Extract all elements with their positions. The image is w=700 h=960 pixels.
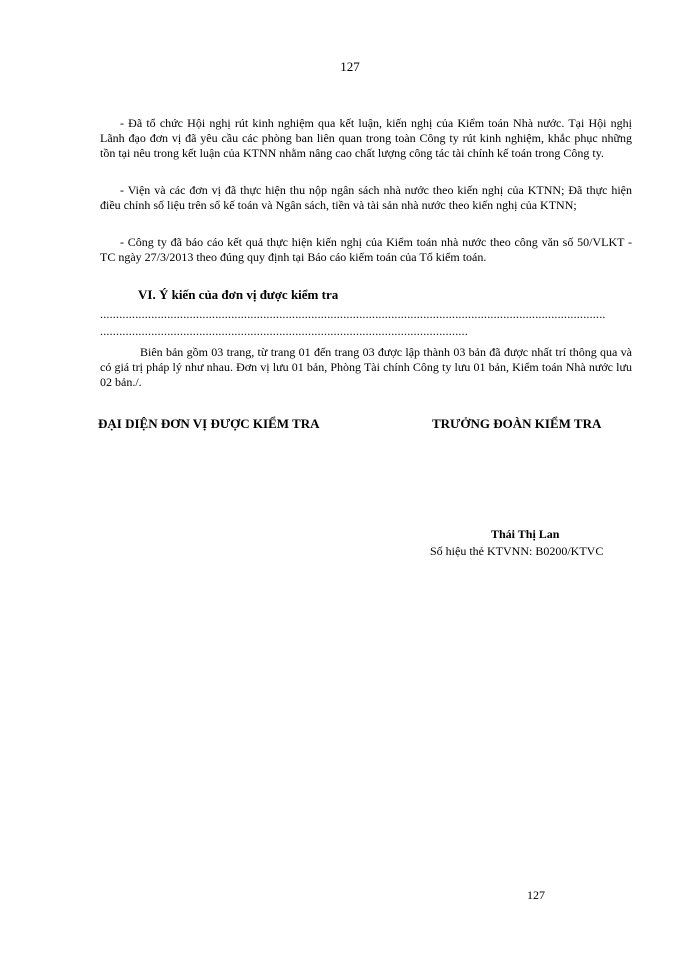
paragraph-conference: - Đã tổ chức Hội nghị rút kinh nghiệm qua kết luận, kiến nghị của Kiểm toán Nhà nước. Tại Hội nghị Lãnh đạo đơn vị đã yêu cầu các phòng ban liên quan trong toàn Công ty rút kinh nghiệm, khắc phục những tồn tại nêu trong kết luận của KTNN nhằm nâng cao chất lượng công tác tài chính kế toán trong Công ty. bbox=[100, 116, 632, 160]
opinion-dots-line-2: ................................................................................................................... bbox=[100, 324, 468, 338]
paragraph-report: - Công ty đã báo cáo kết quả thực hiện kiến nghị của Kiểm toán nhà nước theo công văn số 50/VLKT - TC ngày 27/3/2013 theo đúng quy định tại Báo cáo kiểm toán của Tổ kiểm toán. bbox=[100, 235, 632, 264]
signature-left-title: ĐẠI DIỆN ĐƠN VỊ ĐƯỢC KIỂM TRA bbox=[98, 416, 320, 431]
page-number-bottom: 127 bbox=[527, 888, 545, 902]
page-number-top: 127 bbox=[340, 59, 360, 74]
signer-name: Thái Thị Lan bbox=[491, 527, 560, 541]
section-heading: VI. Ý kiến của đơn vị được kiểm tra bbox=[138, 287, 339, 302]
closing-paragraph bbox=[100, 345, 632, 390]
paragraph-budget: - Viện và các đơn vị đã thực hiện thu nộp ngân sách nhà nước theo kiến nghị của KTNN; Đã thực hiện điều chỉnh số liệu trên sổ kế toán và Ngân sách, tiền và tài sản nhà nước theo kiến nghị của KTNN; bbox=[100, 183, 632, 212]
opinion-dots-line-1: .............................................................................................................................................................. bbox=[100, 307, 606, 321]
closing-text: Biên bản gồm 03 trang, từ trang 01 đến trang 03 được lập thành 03 bản đã được nhất trí thông qua và có giá trị pháp lý như nhau. Đơn vị lưu 01 bản, Phòng Tài chính Công ty lưu 01 bản, Kiểm toán Nhà nước lưu 02 bản./. bbox=[100, 345, 632, 389]
signature-right-title: TRƯỞNG ĐOÀN KIỂM TRA bbox=[432, 416, 602, 431]
signer-id: Số hiệu thẻ KTVNN: B0200/KTVC bbox=[430, 544, 604, 558]
